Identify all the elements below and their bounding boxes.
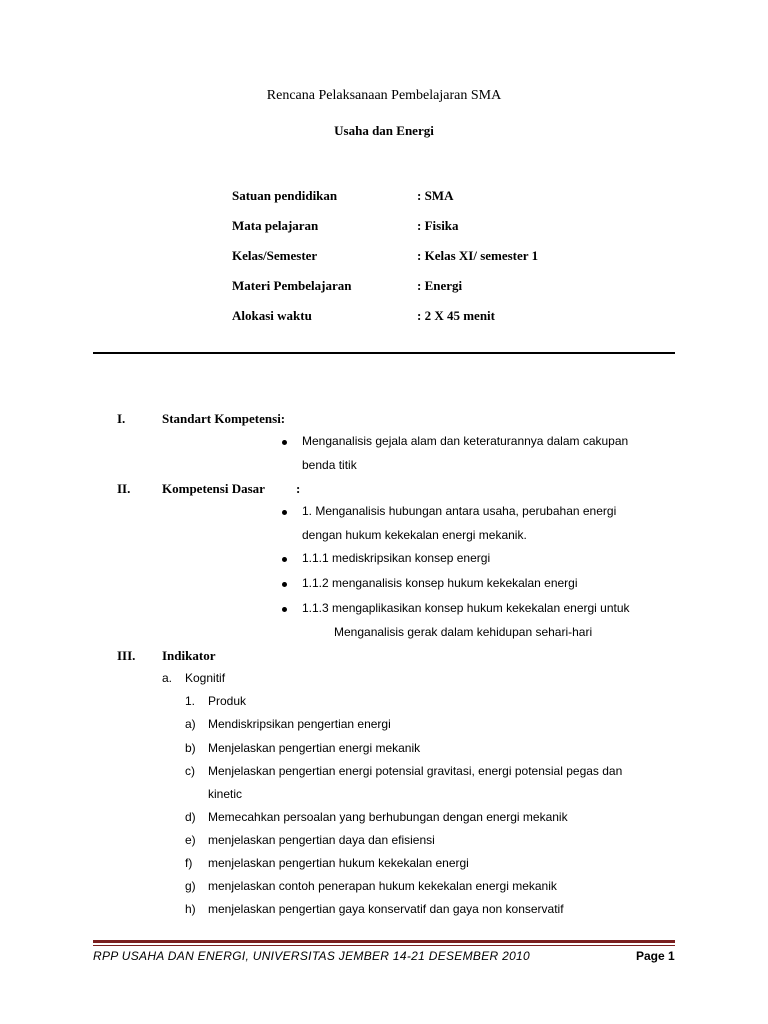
identity-value: : 2 X 45 menit [417,308,495,323]
indicator-label: f) [185,856,193,870]
list-item: 1.1.3 mengaplikasikan konsep hukum kekekalan energi untuk [302,601,630,615]
list-item: 1.1.1 mediskripsikan konsep energi [302,551,491,565]
document-subtitle: Usaha dan Energi [334,123,434,138]
sublist-label: a. [162,671,173,685]
indicator-label: c) [185,764,195,778]
section-title: Kompetensi Dasar [162,481,265,496]
list-item: Menganalisis gejala alam dan keteraturannya dalam cakupan [302,434,629,448]
section-title: Indikator [162,648,216,663]
bullet-icon [282,607,287,612]
bullet-icon [282,582,287,587]
bullet-icon [282,440,287,445]
identity-label: Kelas/Semester [232,248,318,263]
indicator-label: d) [185,810,196,824]
footer-divider [93,940,675,943]
section-number: III. [117,648,136,663]
list-item-continuation: dengan hukum kekekalan energi mekanik. [302,528,527,542]
numbered-label: 1. [185,694,196,708]
identity-label: Mata pelajaran [232,218,319,233]
identity-label: Materi Pembelajaran [232,278,352,293]
bullet-icon [282,510,287,515]
indicator-label: h) [185,902,196,916]
section-number: II. [117,481,131,496]
identity-value: : SMA [417,188,454,203]
indicator-continuation: kinetic [208,787,243,801]
section-colon: : [296,481,301,496]
indicator-text: Memecahkan persoalan yang berhubungan dengan energi mekanik [208,810,568,824]
list-item-continuation: benda titik [302,458,357,472]
list-item-continuation: Menganalisis gerak dalam kehidupan sehari-hari [334,625,593,639]
identity-value: : Kelas XI/ semester 1 [417,248,539,263]
document-title: Rencana Pelaksanaan Pembelajaran SMA [266,88,502,103]
section-title: Standart Kompetensi: [162,411,286,426]
indicator-text: Menjelaskan pengertian energi potensial gravitasi, energi potensial pegas dan [208,764,623,778]
section-number: I. [117,411,126,426]
indicator-text: menjelaskan pengertian gaya konservatif dan gaya non konservatif [208,902,564,916]
indicator-label: b) [185,741,196,755]
numbered-text: Produk [208,694,247,708]
indicator-label: a) [185,717,196,731]
footer-divider-thin [93,945,675,946]
indicator-text: menjelaskan pengertian hukum kekekalan energi [208,856,469,870]
footer-text: RPP USAHA DAN ENERGI, UNIVERSITAS JEMBER 14-21 DESEMBER 2010 [93,949,531,963]
header-divider [93,352,675,354]
page-number: Page 1 [636,949,675,963]
identity-label: Satuan pendidikan [232,188,338,203]
indicator-text: menjelaskan contoh penerapan hukum kekekalan energi mekanik [208,879,557,893]
indicator-text: menjelaskan pengertian daya dan efisiensi [208,833,435,847]
bullet-icon [282,557,287,562]
indicator-text: Menjelaskan pengertian energi mekanik [208,741,421,755]
identity-value: : Energi [417,278,463,293]
list-item: 1.1.2 menganalisis konsep hukum kekekalan energi [302,576,578,590]
indicator-text: Mendiskripsikan pengertian energi [208,717,391,731]
indicator-label: g) [185,879,196,893]
identity-label: Alokasi waktu [232,308,312,323]
list-item: 1. Menganalisis hubungan antara usaha, perubahan energi [302,504,617,518]
identity-value: : Fisika [417,218,459,233]
indicator-label: e) [185,833,196,847]
sublist-text: Kognitif [185,671,226,685]
